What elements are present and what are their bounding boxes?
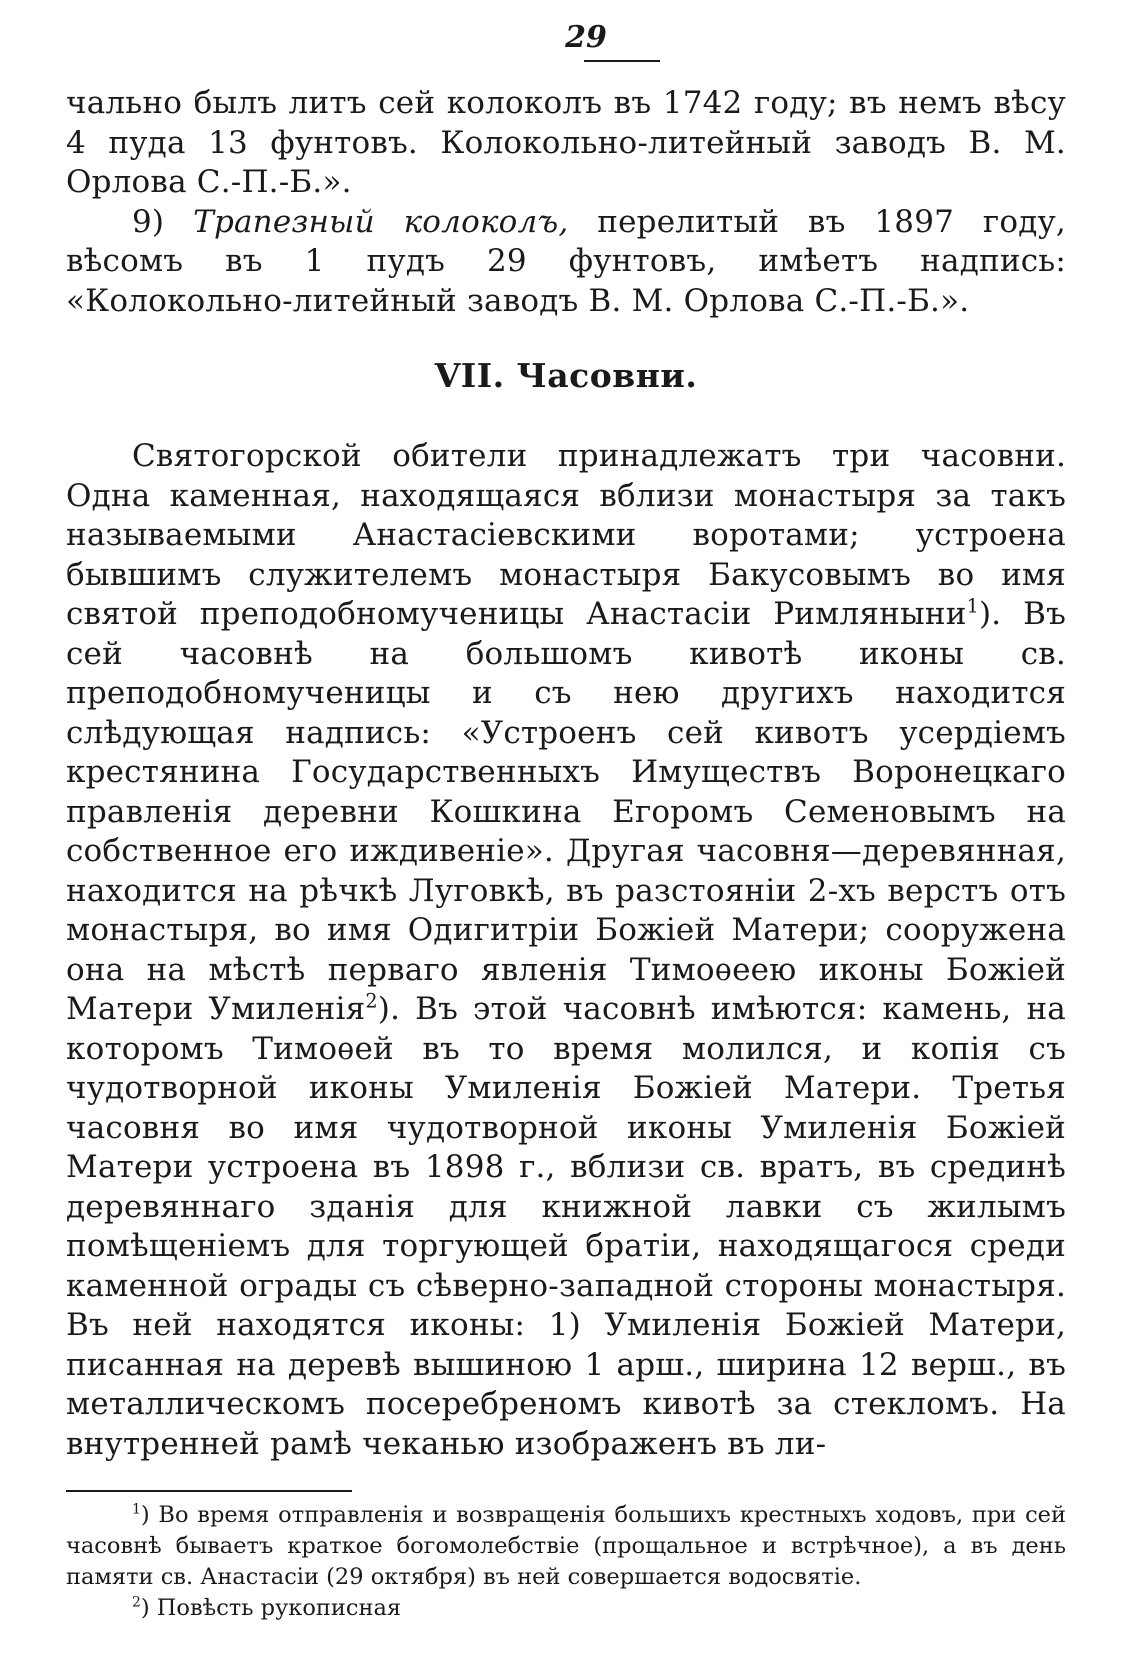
item-9-number: 9): [132, 203, 165, 240]
section-heading: VII. Часовни.: [434, 356, 698, 395]
continuation-paragraph: [66, 84, 1066, 203]
main-text-part-1: Святогорской обители принадлежатъ три часовни. Одна каменная, находящаяся вблизи монастыря за такъ называемыми Анастасіевскими воротами; устроена бывшимъ служителемъ монастыря Бакусовымъ во имя святой преподобномученицы Анастасіи Римляныни: [66, 438, 1066, 632]
footnote-ref-1[interactable]: 1: [966, 594, 980, 618]
main-text-part-2: ). Въ сей часовнѣ на большомъ кивотѣ иконы св. преподобномученицы и съ нею другихъ находится слѣдующая надпись: «Устроенъ сей кивотъ усердіемъ крестянина Государственныхъ Имуществъ Воронецкаго правленія деревни Кошкина Егоромъ Семеновымъ на собственное его иждивеніе». Другая часовня—деревянная, находится на рѣчкѣ Луговкѣ, въ разстояніи 2-хъ верстъ отъ монастыря, во имя Одигитріи Божіей Матери; сооружена она на мѣстѣ перваго явленія Тимоѳеею иконы Божіей Матери Умиленія: [66, 596, 1067, 1027]
item-9-paragraph: [66, 203, 1066, 322]
main-text-part-3: ). Въ этой часовнѣ имѣются: камень, на которомъ Тимоѳей въ то время молился, и копія съ чудотворной иконы Умиленія Божіей Матери. Третья часовня во имя чудотворной иконы Умиленія Божіей Матери устроена въ 1898 г., вблизи св. вратъ, въ срединѣ деревяннаго зданія для книжной лавки съ жилымъ помѣщеніемъ для торгующей братіи, находящагося среди каменной ограды съ сѣверно-западной стороны монастыря. Въ ней находятся иконы: 1) Умиленія Божіей Матери, писанная на деревѣ вышиною 1 арш., ширина 12 верш., въ металлическомъ посеребреномъ кивотѣ за стекломъ. На внутренней рамѣ чеканью изображенъ въ ли-: [66, 991, 1066, 1462]
footnote-ref-2[interactable]: 2: [365, 989, 378, 1013]
footnote-divider: [66, 1490, 352, 1492]
book-page: [66, 20, 1066, 1624]
footnote-1-mark: 1: [132, 1501, 141, 1518]
footnotes-section: [66, 1500, 1066, 1624]
footnote-2-text: ) Повѣсть рукописная: [140, 1595, 402, 1621]
page-number-underline: [584, 60, 660, 62]
continuation-text: чально былъ литъ сей колоколъ въ 1742 году; въ немъ вѣсу 4 пуда 13 фунтовъ. Колокольно-литейный заводъ В. М. Орлова С.-П.-Б.».: [66, 85, 1066, 200]
item-9-text: перелитый въ 1897 году, вѣсомъ въ 1 пудъ 29 фунтовъ, имѣетъ надпись: «Колокольно-литейный заводъ В. М. Орлова С.-П.-Б.».: [66, 203, 1066, 319]
footnote-2-mark: 2: [132, 1594, 141, 1611]
item-9-title: Трапезный колоколъ,: [193, 203, 569, 240]
footnote-2: [66, 1593, 1066, 1624]
page-number: 29: [565, 20, 607, 55]
main-paragraph: [66, 437, 1066, 1464]
footnote-1: [66, 1500, 1066, 1593]
footnote-1-text: ) Во время отправленія и возвращенія большихъ крестныхъ ходовъ, при сей часовнѣ бываетъ краткое богомолебствіе (прощальное и встрѣчное), а въ день памяти св. Анастасіи (29 октября) въ ней совершается водосвятіе.: [66, 1502, 1066, 1590]
